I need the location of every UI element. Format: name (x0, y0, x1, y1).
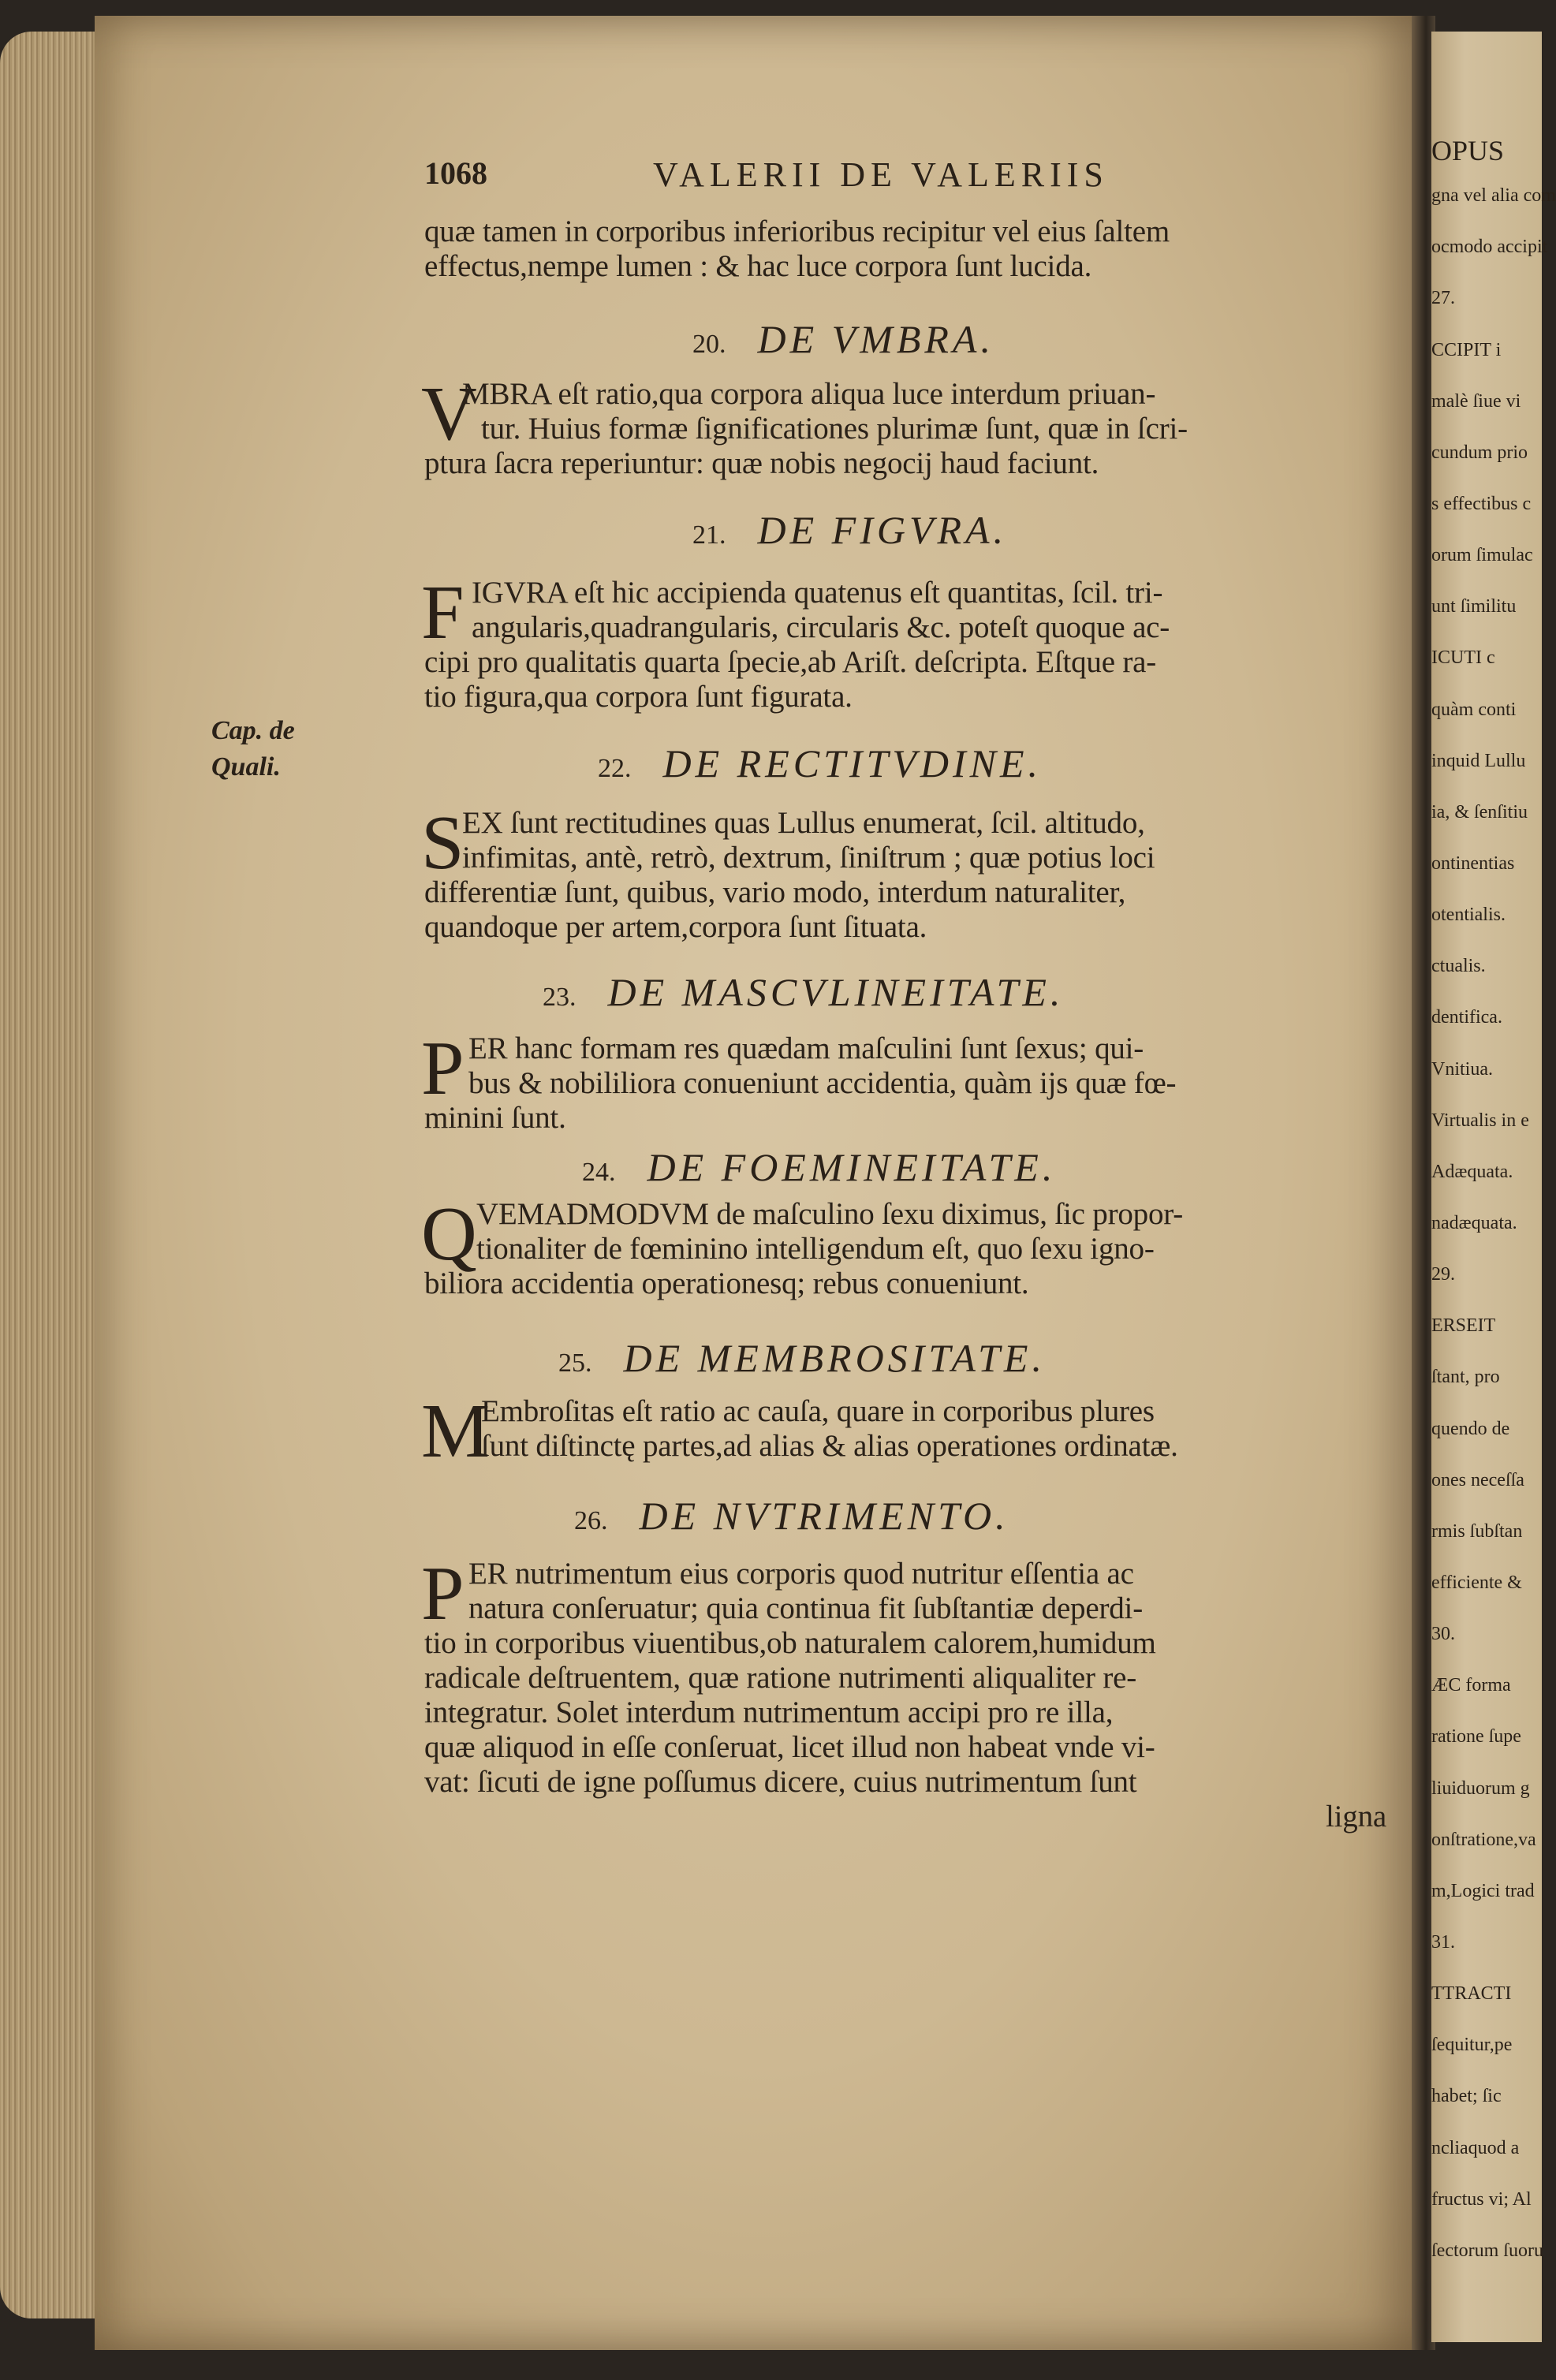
paragraph-line: infimitas, antè, retrò, dextrum, ſiniſtrum ; quæ potius loci (462, 841, 1155, 875)
paragraph-line: ER hanc formam res quædam maſculini ſunt ſexus; qui- (468, 1031, 1144, 1065)
right-page-fragment: ocmodo accipit (1431, 237, 1548, 258)
paragraph-rectitudine (421, 800, 1386, 945)
right-page-fragment: efficiente & (1431, 1572, 1522, 1593)
paragraph-membrositate (421, 1389, 1386, 1474)
right-page-fragment: quendo de (1431, 1418, 1510, 1439)
section-number: 24. (582, 1158, 616, 1187)
paragraph-line: minini ſunt. (424, 1101, 566, 1135)
margin-note-line: Quali. (211, 752, 281, 782)
right-page-fragment: ſectorum ſuoru (1431, 2240, 1543, 2261)
paragraph-figura (421, 570, 1386, 714)
section-heading (424, 505, 1386, 555)
paragraph-line: Embroſitas eſt ratio ac cauſa, quare in corporibus plures (481, 1394, 1155, 1428)
paragraph-umbra (421, 371, 1386, 481)
margin-note-line: Cap. de (211, 716, 295, 745)
paragraph-nutrimento (421, 1551, 1386, 1834)
paragraph-line: natura conſeruatur; quia continua fit ſubſtantiæ deperdi- (468, 1591, 1143, 1625)
right-page-fragment: dentifica. (1431, 1007, 1502, 1028)
paragraph-line: MBRA eſt ratio,qua corpora aliqua luce interdum priuan- (462, 377, 1156, 411)
right-page-fragment: inquid Lullu (1431, 750, 1526, 771)
paragraph-line: integratur. Solet interdum nutrimentum accipi pro re illa, (424, 1695, 1114, 1729)
paragraph-line: angularis,quadrangularis, circularis &c. poteſt quoque ac- (472, 610, 1170, 644)
right-page-fragment: ctualis. (1431, 956, 1486, 977)
right-page-fragment: 31. (1431, 1932, 1455, 1953)
paragraph-foemineitate (421, 1192, 1386, 1301)
right-page-fragment: fructus vi; Al (1431, 2188, 1532, 2210)
section-number: 26. (574, 1506, 608, 1535)
paragraph-line: tur. Huius formæ ſignificationes plurimæ ſunt, quæ in ſcri- (481, 412, 1188, 446)
right-page-fragment: Adæquata. (1431, 1161, 1513, 1182)
drop-capital: P (421, 1026, 465, 1111)
paragraph-line: tio in corporibus viuentibus,ob naturalem calorem,humidum (424, 1626, 1156, 1660)
section-title: DE MEMBROSITATE. (623, 1336, 1046, 1380)
section-number: 23. (543, 983, 577, 1012)
intro-line: effectus,nempe lumen : & hac luce corpora ſunt lucida. (424, 249, 1092, 283)
right-page-fragment: nadæquata. (1431, 1213, 1517, 1233)
paragraph-line: cipi pro qualitatis quarta ſpecie,ab Ariſt. deſcripta. Eſtque ra- (424, 645, 1157, 679)
section-title: DE VMBRA. (757, 317, 994, 361)
right-page-fragment: ncliaquod a (1431, 2137, 1520, 2158)
right-page-fragment: orum ſimulac (1431, 545, 1533, 566)
paragraph-line: radicale deſtruentem, quæ ratione nutrimenti aliqualiter re- (424, 1661, 1137, 1695)
section-heading (424, 1490, 1386, 1541)
paragraph-line: ptura ſacra reperiuntur: quæ nobis negocij haud faciunt. (424, 446, 1099, 480)
section-heading (424, 1142, 1386, 1192)
section-number: 21. (692, 520, 726, 550)
right-page-fragment: unt ſimilitu (1431, 596, 1517, 617)
section-heading (424, 314, 1386, 364)
right-page-fragment: Vnitiua. (1431, 1058, 1493, 1080)
drop-capital: S (421, 800, 465, 886)
right-page-fragment: m,Logici trad (1431, 1880, 1535, 1901)
right-page-fragment: s effectibus c (1431, 494, 1532, 514)
paragraph-line: differentiæ ſunt, quibus, vario modo, interdum naturaliter, (424, 875, 1126, 909)
paragraph-line: bus & nobililiora conueniunt accidentia, quàm ijs quæ fœ- (468, 1066, 1177, 1100)
section-number: 22. (598, 754, 632, 783)
right-page-fragment: ſequitur,pe (1431, 2035, 1513, 2056)
right-page-fragment: ICUTI c (1431, 647, 1495, 669)
right-page-fragment: ia, & ſenſitiu (1431, 801, 1528, 823)
section-number: 25. (558, 1349, 592, 1378)
section-title: DE RECTITVDINE. (662, 741, 1043, 785)
right-page-fragment: quàm conti (1431, 699, 1517, 720)
paragraph-line: tio figura,qua corpora ſunt figurata. (424, 680, 853, 714)
paragraph-line: IGVRA eſt hic accipienda quatenus eſt quantitas, ſcil. tri- (472, 576, 1163, 610)
paragraph-line: ER nutrimentum eius corporis quod nutritur eſſentia ac (468, 1557, 1134, 1591)
right-page-fragment: onſtratione,va (1431, 1829, 1536, 1850)
paragraph-line: tionaliter de fœminino intelligendum eſt, quo ſexu igno- (476, 1232, 1155, 1266)
right-page-fragment: malè ſiue vi (1431, 390, 1521, 412)
margin-note (211, 716, 295, 782)
right-page-fragment: cundum prio (1431, 442, 1528, 463)
paragraph-line: ſunt diſtinctę partes,ad alias & alias operationes ordinatæ. (481, 1429, 1178, 1463)
drop-capital: P (421, 1551, 465, 1636)
right-page-fragment: 30. (1431, 1624, 1455, 1645)
right-page-fragment: ontinentias (1431, 853, 1515, 874)
paragraph-line: quandoque per artem,corpora ſunt ſituata. (424, 910, 927, 944)
right-page-fragment: TTRACTI (1431, 1983, 1512, 2005)
page-body (421, 214, 1386, 1834)
section-title: DE MASCVLINEITATE. (607, 970, 1065, 1014)
right-page-fragment: Virtualis in e (1431, 1110, 1529, 1131)
section-title: DE NVTRIMENTO. (639, 1494, 1009, 1538)
right-page-fragment: CCIPIT i (1431, 339, 1502, 360)
section-number: 20. (692, 330, 726, 359)
drop-capital: M (421, 1389, 491, 1474)
paragraph-line: VEMADMODVM de maſculino ſexu diximus, ſic propor- (476, 1197, 1184, 1231)
right-page-fragment: 29. (1431, 1264, 1455, 1285)
right-page-fragment: ÆC forma (1431, 1675, 1511, 1696)
paragraph-line: biliora accidentia operationesq; rebus conueniunt. (424, 1266, 1029, 1300)
paragraph-line: vat: ſicuti de igne poſſumus dicere, cuius nutrimentum ſunt (424, 1765, 1137, 1799)
paragraph-line: EX ſunt rectitudines quas Lullus enumerat, ſcil. altitudo, (462, 806, 1145, 840)
right-page-fragment: gna vel alia com (1431, 185, 1556, 207)
catchword: ligna (1326, 1800, 1386, 1833)
right-page-fragment: habet; ſic (1431, 2086, 1502, 2107)
right-page-fragment: otentialis. (1431, 905, 1506, 926)
drop-capital: Q (421, 1192, 477, 1277)
right-page-fragment: 27. (1431, 288, 1455, 309)
right-page-fragment: ratione ſupe (1431, 1726, 1521, 1748)
section-title: DE FOEMINEITATE. (647, 1145, 1057, 1189)
paragraph-line: quæ aliquod in eſſe conſeruat, licet illud non habeat vnde vi- (424, 1730, 1155, 1764)
right-page-fragment: rmis ſubſtan (1431, 1520, 1523, 1542)
right-page-fragment: ERSEIT (1431, 1315, 1496, 1337)
drop-capital: V (421, 371, 477, 457)
right-page-fragment: OPUS (1431, 135, 1505, 166)
section-heading (424, 967, 1386, 1017)
right-page-fragment: ones neceſſa (1431, 1469, 1524, 1490)
right-page-fragment: liuiduorum g (1431, 1778, 1530, 1799)
right-page (1431, 32, 1556, 2342)
running-head-title: VALERII DE VALERIIS (653, 155, 1109, 194)
drop-capital: F (421, 570, 465, 655)
intro-line: quæ tamen in corporibus inferioribus recipitur vel eius ſaltem (424, 214, 1170, 248)
right-page-fragment: ſtant, pro (1431, 1367, 1500, 1388)
section-heading (424, 738, 1386, 789)
paragraph-masculineitate (421, 1026, 1386, 1136)
section-heading (424, 1333, 1386, 1383)
page-number: 1068 (424, 155, 487, 191)
section-title: DE FIGVRA. (757, 508, 1008, 552)
